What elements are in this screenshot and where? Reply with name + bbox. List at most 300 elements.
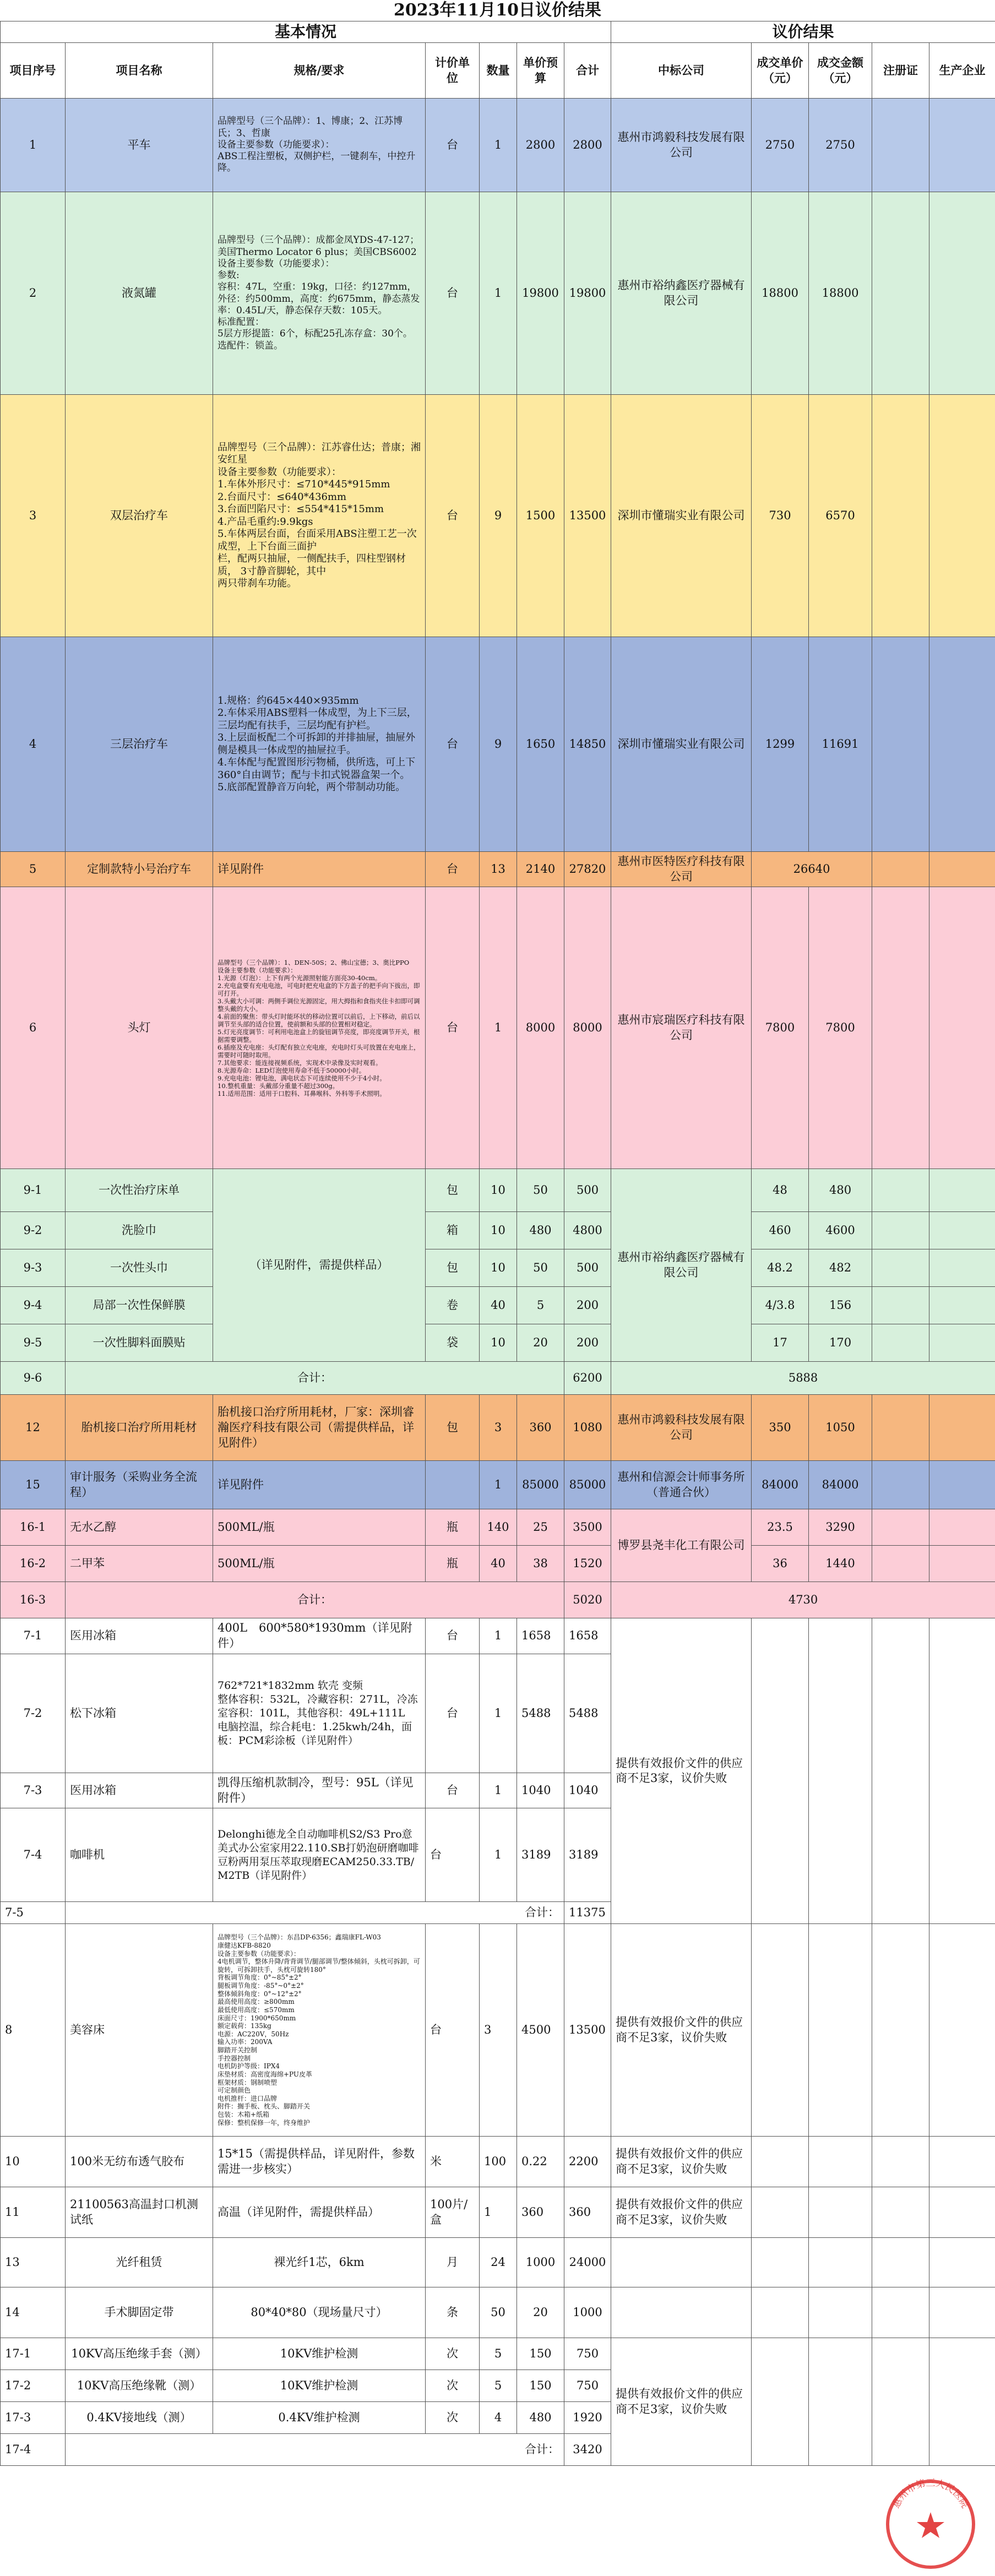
cell-budget: 150 [517,2338,564,2370]
cell-total: 750 [564,2370,611,2402]
cell-deal-price: 48 [752,1169,809,1212]
cell-name: 二甲苯 [66,1546,213,1582]
cell-maker [929,2338,995,2466]
cell-company: 惠州市鸿毅科技发展有限公司 [611,99,752,192]
cell-spec: 品牌型号（三个品牌）：成都金凤YDS-47-127；美国Thermo Locator 6 plus；美国CBS6002 设备主要参数（功能要求）： 参数: 容积：47L，空重：19kg，口径：约127mm，外径：约500mm，高度：约675mm，静态蒸发率：0.45L/天，静态保存天数：105天。 标准配置： 5层方形提篮：6个，标配25孔冻存盒：30个。 选配件：锁盖。 [213,192,426,395]
cell-qty: 1 [480,99,517,192]
cell-company: 惠州市裕纳鑫医疗器械有限公司 [611,192,752,395]
table-row [1,1324,995,1362]
subtotal-label: 合计： [66,1582,564,1618]
cell-spec: 500ML/瓶 [213,1509,426,1546]
table-row [1,2187,995,2238]
cell-budget: 5488 [517,1654,564,1773]
cell-unit: 台 [426,395,480,637]
cell-spec: 10KV维护检测 [213,2370,426,2402]
cell-seq: 17-1 [1,2338,66,2370]
cell-spec: 400L 600*580*1930mm（详见附件） [213,1618,426,1654]
cell-qty: 4 [480,2402,517,2434]
cell-total: 4800 [564,1212,611,1249]
cell-unit: 台 [426,192,480,395]
cell-maker [929,2137,995,2187]
cell-unit: 包 [426,1395,480,1461]
cell-qty: 40 [480,1287,517,1324]
cell-deal-amount: 26640 [752,852,872,887]
cell-total: 500 [564,1169,611,1212]
table-row [1,99,995,192]
cell-deal-price: 84000 [752,1461,809,1509]
cell-company: 惠州市宸瑞医疗科技有限公司 [611,887,752,1169]
cell-spec: 胎机接口治疗所用耗材，厂家：深圳睿瀚医疗科技有限公司（需提供样品，详见附件） [213,1395,426,1461]
cell-name: 21100563高温封口机测试纸 [66,2187,213,2238]
cell-deal-amount: 2750 [809,99,872,192]
section-header-row [1,21,995,43]
cell-seq: 9-4 [1,1287,66,1324]
table-row [1,2287,995,2338]
cell-spec: 500ML/瓶 [213,1546,426,1582]
cell-name: 胎机接口治疗所用耗材 [66,1395,213,1461]
cell-unit: 台 [426,1808,480,1902]
cell-spec: 15*15（需提供样品，详见附件，参数需进一步核实） [213,2137,426,2187]
cell-seq: 9-3 [1,1249,66,1287]
cell-seq: 14 [1,2287,66,2338]
cell-reg [872,1924,929,2137]
cell-maker [929,1212,995,1249]
cell-qty: 1 [480,192,517,395]
cell-total: 1920 [564,2402,611,2434]
cell-deal-price: 23.5 [752,1509,809,1546]
table-row [1,1287,995,1324]
cell-maker [929,1249,995,1287]
cell-deal-price: 350 [752,1395,809,1461]
cell-budget: 2800 [517,99,564,192]
cell-reg [872,395,929,637]
cell-name: 头灯 [66,887,213,1169]
cell-name: 定制款特小号治疗车 [66,852,213,887]
cell-unit: 包 [426,1249,480,1287]
cell-total: 2800 [564,99,611,192]
cell-name: 液氮罐 [66,192,213,395]
cell-name: 平车 [66,99,213,192]
cell-budget: 480 [517,2402,564,2434]
cell-deal-price: 4/3.8 [752,1287,809,1324]
cell-name: 一次性治疗床单 [66,1169,213,1212]
cell-name: 审计服务（采购业务全流程） [66,1461,213,1509]
cell-unit: 袋 [426,1324,480,1362]
cell-seq: 7-2 [1,1654,66,1773]
cell-company: 惠州和信源会计师事务所（普通合伙） [611,1461,752,1509]
cell-total: 27820 [564,852,611,887]
cell-maker [929,1287,995,1324]
table-row [1,1169,995,1212]
cell-deal-price [752,2287,809,2338]
cell-reg [872,637,929,852]
cell-total: 1520 [564,1546,611,1582]
cell-maker [929,637,995,852]
cell-maker [929,887,995,1169]
cell-total: 13500 [564,1924,611,2137]
cell-maker [929,1509,995,1546]
cell-maker [929,99,995,192]
cell-qty: 13 [480,852,517,887]
cell-reg [872,2287,929,2338]
cell-qty: 1 [480,1773,517,1808]
cell-maker [929,2238,995,2287]
cell-reg [872,1169,929,1212]
cell-total: 19800 [564,192,611,395]
header-reg: 注册证 [872,43,929,99]
cell-seq: 5 [1,852,66,887]
cell-spec: 高温（详见附件，需提供样品） [213,2187,426,2238]
cell-reg [872,1618,929,1924]
cell-deal-amount: 84000 [809,1461,872,1509]
subtotal-budget: 6200 [564,1362,611,1395]
cell-spec: 1.规格：约645×440×935mm 2.车体采用ABS塑料一体成型，为上下三层，三层均配有扶手，三层均配有护栏。 3.上层面板配二个可拆卸的并排抽屉，抽屉外侧是模具一体成型的抽屉拉手。 4.车体配与配置图形污物桶，供所选，可上下360°自由调节；配与卡扣式锐器盒架一个。 5.底部配置静音万向轮，两个带制动功能。 [213,637,426,852]
cell-seq: 11 [1,2187,66,2238]
cell-name: 手术脚固定带 [66,2287,213,2338]
subtotal-label: 合计： [66,1362,564,1395]
cell-name: 医用冰箱 [66,1618,213,1654]
cell-company: 提供有效报价文件的供应商不足3家，议价失败 [611,2338,752,2466]
cell-spec: 10KV维护检测 [213,2338,426,2370]
cell-name: 松下冰箱 [66,1654,213,1773]
cell-budget: 8000 [517,887,564,1169]
cell-seq: 6 [1,887,66,1169]
cell-budget: 20 [517,2287,564,2338]
cell-seq: 4 [1,637,66,852]
cell-qty: 1 [480,2187,517,2238]
cell-company: 提供有效报价文件的供应商不足3家，议价失败 [611,2187,752,2238]
cell-total: 2200 [564,2137,611,2187]
cell-total: 3500 [564,1509,611,1546]
cell-name: 10KV高压绝缘靴（测） [66,2370,213,2402]
cell-total: 1040 [564,1773,611,1808]
cell-total: 24000 [564,2238,611,2287]
cell-deal-amount: 7800 [809,887,872,1169]
cell-total: 750 [564,2338,611,2370]
cell-unit: 台 [426,1773,480,1808]
cell-budget: 5 [517,1287,564,1324]
cell-qty: 1 [480,1461,517,1509]
cell-reg [872,887,929,1169]
cell-deal-amount: 482 [809,1249,872,1287]
cell-company [611,2238,752,2287]
cell-company: 博罗县尧丰化工有限公司 [611,1509,752,1582]
subtotal-label: 合计： [66,1902,564,1924]
cell-company: 惠州市裕纳鑫医疗器械有限公司 [611,1169,752,1362]
cell-budget: 25 [517,1509,564,1546]
header-unit: 计价单位 [426,43,480,99]
cell-unit: 箱 [426,1212,480,1249]
cell-maker [929,395,995,637]
cell-name: 咖啡机 [66,1808,213,1902]
cell-deal-amount: 3290 [809,1509,872,1546]
hospital-seal-icon [884,2478,977,2570]
cell-deal-amount: 170 [809,1324,872,1362]
table-row [1,1546,995,1582]
cell-qty: 3 [480,1395,517,1461]
cell-spec: 详见附件 [213,852,426,887]
table-row [1,1461,995,1509]
cell-seq: 12 [1,1395,66,1461]
table-row [1,1249,995,1287]
cell-maker [929,2287,995,2338]
cell-budget: 0.22 [517,2137,564,2187]
table-row [1,2137,995,2187]
cell-budget: 20 [517,1324,564,1362]
cell-deal-price: 48.2 [752,1249,809,1287]
column-header-row [1,43,995,99]
header-maker: 生产企业 [929,43,995,99]
cell-name: 医用冰箱 [66,1773,213,1808]
cell-deal-amount [809,2338,872,2466]
section-basic: 基本情况 [1,21,611,43]
cell-spec: 品牌型号（三个品牌）：东昌DP-6356；鑫瑞康FL-W03 康健达KFB-8820 设备主要参数（功能要求）： 4电机调节，整体升降/背背调节/腿部调节/整体倾斜，头枕可拆卸，可旋转，可拆卸扶手，头枕可旋转180° 背板调节角度：0°~85°±2° 腿板调节角度：-85°~0°±2° 整体倾斜角度：0°~12°±2° 最高使用高度：≥800mm 最低使用高度：≤570mm 床面尺寸：1900*650mm 额定载荷：135kg 电源：AC220V，50Hz 输入功率：200VA 脚踏开关控制 手控器控制 电机防护等级：IPX4 床垫材质：高密度海绵+PU皮革 框架材质：钢制喷塑 可定制颜色 电机推杆：进口品牌 附件：搁手板、枕头、脚踏开关 包装：木箱+纸箱 保修：整机保修一年，终身维护 [213,1924,426,2137]
cell-budget: 1650 [517,637,564,852]
cell-seq: 10 [1,2137,66,2187]
cell-unit: 米 [426,2137,480,2187]
table-row [1,637,995,852]
header-qty: 数量 [480,43,517,99]
cell-qty: 10 [480,1212,517,1249]
cell-deal-amount [809,2137,872,2187]
cell-maker [929,192,995,395]
cell-name: 三层治疗车 [66,637,213,852]
cell-unit: 台 [426,1654,480,1773]
table-row [1,395,995,637]
cell-spec: 凯得压缩机款制冷，型号：95L（详见附件） [213,1773,426,1808]
cell-spec: 品牌型号（三个品牌）：江苏睿仕达；普康；湘安红星 设备主要参数（功能要求）： 1.车体外形尺寸：≤710*445*915mm 2.台面尺寸：≤640*436mm 3.台面凹陷尺寸：≤554*415*15mm 4.产品毛重约:9.9kgs 5.车体两层台面，台面采用ABS注塑工艺一次成型，上下台面三面护 栏，配两只抽屉，一侧配扶手，四柱型钢材质， 3寸静音脚轮，其中 两只带刹车功能。 [213,395,426,637]
cell-deal-price [752,2238,809,2287]
cell-spec: 品牌型号（三个品牌）：1、DEN-50S；2、佛山宝德；3、奥比PPO 设备主要参数（功能要求）： 1.光源（灯泡）：上下有两个光源照射能方面亮30-40cm。 2.充电盒要有充电电池，可电时把充电盒的下方盖子的把手向下拔出，即可打开。 3.头戴大小可调：两侧手调位光源固定，用大拇指和食指夹住卡扣即可调整头戴的大小。 4.前面的聚焦：带头灯时能环状的移动位置可以前后，上下移动，前后以调节至头部的适合位置，使前额和头部的位置相对稳定。 5.灯光亮度调节：可利用电池盒上的旋钮调节亮度，即亮度调节开关，根据需要调整。 6.插座及充电座：头灯配有独立充电座，充电时灯头可放置在充电座上，需要时可随时取用。 7.其他要求：能连接视频系统，实现术中录像及实时观看。 8.光源寿命：LED灯泡使用寿命不低于50000小时。 9.充电电池：锂电池，满电状态下可连续使用不少于4小时。 10.整机重量：头戴部分重量不超过300g。 11.适用范围：适用于口腔科、耳鼻喉科、外科等手术照明。 [213,887,426,1169]
cell-deal-amount [809,2287,872,2338]
cell-budget: 1658 [517,1618,564,1654]
cell-qty: 1 [480,1808,517,1902]
cell-unit: 次 [426,2338,480,2370]
cell-reg [872,1546,929,1582]
cell-spec: 762*721*1832mm 软壳 变频 整体容积：532L，冷藏容积：271L，冷冻室容积：101L，其他容积：49L+111L 电脑控温，综合耗电：1.25kwh/24h，面板：PCM彩涂板（详见附件） [213,1654,426,1773]
cell-deal-price: 2750 [752,99,809,192]
cell-deal-price: 1299 [752,637,809,852]
cell-seq: 9-2 [1,1212,66,1249]
cell-unit: 卷 [426,1287,480,1324]
cell-deal-price: 17 [752,1324,809,1362]
cell-spec: 详见附件 [213,1461,426,1509]
cell-name: 一次性头巾 [66,1249,213,1287]
cell-deal-amount [809,1618,872,1924]
cell-name: 一次性脚料面膜贴 [66,1324,213,1362]
cell-qty: 1 [480,887,517,1169]
cell-reg [872,2238,929,2287]
cell-total: 1658 [564,1618,611,1654]
header-name: 项目名称 [66,43,213,99]
cell-deal-amount [809,2238,872,2287]
cell-maker [929,1546,995,1582]
cell-reg [872,1212,929,1249]
price-result-table [0,21,995,2466]
cell-budget: 85000 [517,1461,564,1509]
cell-deal-amount: 11691 [809,637,872,852]
cell-reg [872,192,929,395]
cell-company [611,2287,752,2338]
table-row [1,852,995,887]
cell-reg [872,99,929,192]
cell-seq: 1 [1,99,66,192]
cell-maker [929,852,995,887]
cell-maker [929,1324,995,1362]
cell-spec: Delonghi德龙全自动咖啡机S2/S3 Pro意美式办公室家用22.110.SB打奶泡研磨咖啡豆粉两用泵压萃取现磨ECAM250.33.TB/M2TB（详见附件） [213,1808,426,1902]
cell-seq: 7-1 [1,1618,66,1654]
cell-budget: 2140 [517,852,564,887]
cell-seq: 13 [1,2238,66,2287]
cell-deal-amount [809,1924,872,2137]
cell-total: 1000 [564,2287,611,2338]
cell-qty: 5 [480,2338,517,2370]
cell-name: 洗脸巾 [66,1212,213,1249]
cell-unit: 瓶 [426,1509,480,1546]
cell-total: 5488 [564,1654,611,1773]
cell-unit: 台 [426,1924,480,2137]
cell-reg [872,1395,929,1461]
cell-unit: 台 [426,1618,480,1654]
table-row [1,887,995,1169]
section-result: 议价结果 [611,21,995,43]
cell-name: 局部一次性保鲜膜 [66,1287,213,1324]
cell-deal-price: 730 [752,395,809,637]
header-budget: 单价预算 [517,43,564,99]
table-row [1,1395,995,1461]
subtotal-budget: 11375 [564,1902,611,1924]
cell-seq: 17-2 [1,2370,66,2402]
cell-name: 0.4KV接地线（测） [66,2402,213,2434]
cell-seq: 7-5 [1,1902,66,1924]
subtotal-label: 合计： [66,2434,564,2466]
cell-reg [872,2338,929,2466]
cell-spec: 品牌型号（三个品牌）：1、博康；2、江苏博氏；3、哲康 设备主要参数（功能要求）： ABS工程注塑板，双侧护栏，一键刹车，中控升降。 [213,99,426,192]
cell-name: 无水乙醇 [66,1509,213,1546]
table-row [1,192,995,395]
cell-name: 美容床 [66,1924,213,2137]
cell-maker [929,1169,995,1212]
cell-deal-amount: 4600 [809,1212,872,1249]
header-total: 合计 [564,43,611,99]
subtotal-budget: 5020 [564,1582,611,1618]
cell-budget: 360 [517,1395,564,1461]
cell-budget: 19800 [517,192,564,395]
cell-maker [929,1618,995,1924]
cell-total: 3189 [564,1808,611,1902]
cell-budget: 480 [517,1212,564,1249]
cell-spec: 80*40*80（现场量尺寸） [213,2287,426,2338]
subtotal-deal: 5888 [611,1362,995,1395]
subtotal-row [1,1582,995,1618]
cell-seq: 7-4 [1,1808,66,1902]
cell-budget: 1040 [517,1773,564,1808]
table-row [1,2238,995,2287]
cell-deal-price [752,2137,809,2187]
table-row [1,1212,995,1249]
cell-deal-amount: 1440 [809,1546,872,1582]
header-spec: 规格/要求 [213,43,426,99]
page-title: 2023年11月10日议价结果 [394,1,601,20]
cell-name: 光纤租赁 [66,2238,213,2287]
cell-budget: 360 [517,2187,564,2238]
cell-unit: 台 [426,637,480,852]
cell-unit: 瓶 [426,1546,480,1582]
cell-qty: 1 [480,1618,517,1654]
cell-deal-amount: 1050 [809,1395,872,1461]
cell-budget: 4500 [517,1924,564,2137]
cell-company: 惠州市医特医疗科技有限公司 [611,852,752,887]
cell-deal-amount: 18800 [809,192,872,395]
cell-reg [872,1461,929,1509]
cell-unit [426,1461,480,1509]
cell-seq: 7-3 [1,1773,66,1808]
cell-company: 深圳市懂瑞实业有限公司 [611,637,752,852]
cell-reg [872,1249,929,1287]
cell-seq: 8 [1,1924,66,2137]
cell-total: 1080 [564,1395,611,1461]
cell-budget: 3189 [517,1808,564,1902]
cell-qty: 10 [480,1169,517,1212]
cell-seq: 16-1 [1,1509,66,1546]
cell-unit: 条 [426,2287,480,2338]
cell-budget: 150 [517,2370,564,2402]
cell-unit: 月 [426,2238,480,2287]
cell-maker [929,1461,995,1509]
cell-seq: 17-4 [1,2434,66,2466]
cell-deal-price [752,2187,809,2238]
cell-seq: 9-6 [1,1362,66,1395]
cell-maker [929,1395,995,1461]
cell-budget: 1000 [517,2238,564,2287]
cell-maker [929,2187,995,2238]
cell-total: 8000 [564,887,611,1169]
subtotal-deal: 4730 [611,1582,995,1618]
cell-total: 200 [564,1287,611,1324]
cell-unit: 台 [426,99,480,192]
cell-reg [872,2187,929,2238]
cell-company: 提供有效报价文件的供应商不足3家，议价失败 [611,2137,752,2187]
cell-seq: 3 [1,395,66,637]
cell-seq: 16-2 [1,1546,66,1582]
seal-text: 惠州市第三人民医院 [890,2478,971,2510]
cell-budget: 1500 [517,395,564,637]
subtotal-row [1,1362,995,1395]
cell-deal-amount [809,2187,872,2238]
cell-qty: 40 [480,1546,517,1582]
cell-total: 13500 [564,395,611,637]
cell-budget: 50 [517,1169,564,1212]
cell-seq: 15 [1,1461,66,1509]
cell-deal-price: 7800 [752,887,809,1169]
cell-total: 85000 [564,1461,611,1509]
cell-unit: 100片/盒 [426,2187,480,2238]
svg-text:惠州市第三人民医院 [891,2478,971,2510]
cell-reg [872,1324,929,1362]
cell-unit: 次 [426,2402,480,2434]
cell-name: 双层治疗车 [66,395,213,637]
cell-budget: 50 [517,1249,564,1287]
cell-company: 提供有效报价文件的供应商不足3家，议价失败 [611,1618,752,1924]
cell-total: 500 [564,1249,611,1287]
cell-deal-amount: 480 [809,1169,872,1212]
table-row [1,2338,995,2370]
cell-qty: 1 [480,1654,517,1773]
cell-qty: 100 [480,2137,517,2187]
cell-maker [929,1924,995,2137]
cell-seq: 9-1 [1,1169,66,1212]
table-row [1,1924,995,2137]
